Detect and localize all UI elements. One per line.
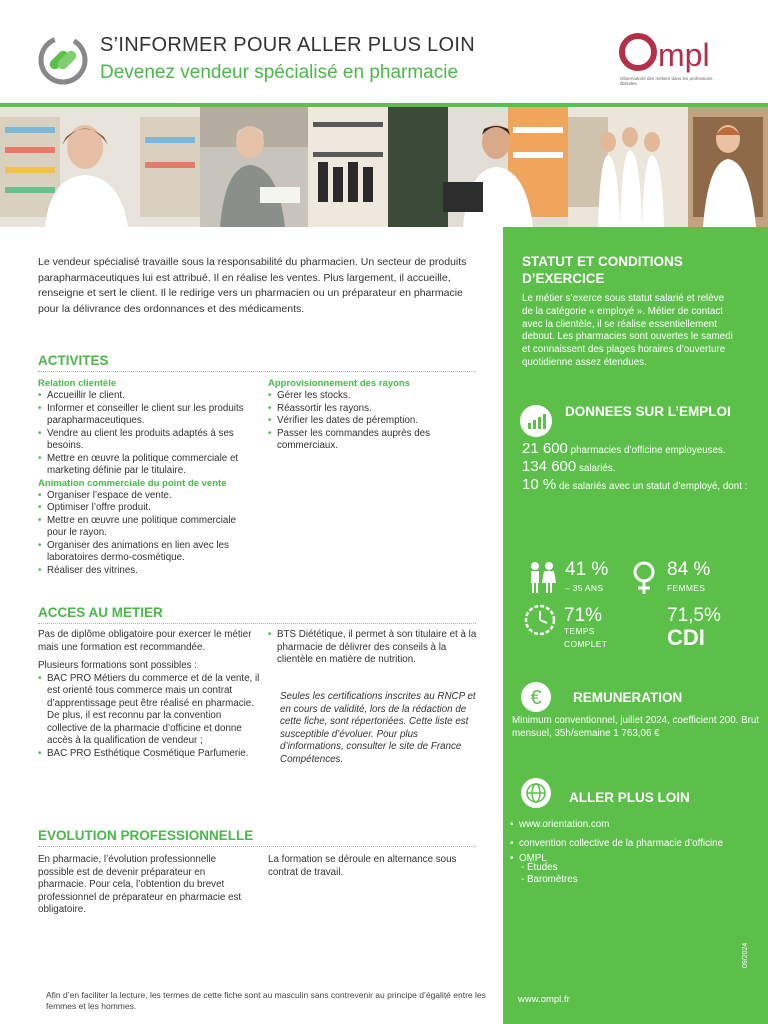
list-item: • Vérifier les dates de péremption. — [268, 415, 468, 428]
remuneration-text: Minimum conventionnel, juillet 2024, coefficient 200. Brut mensuel, 35h/semaine 1 763,06 € — [512, 715, 760, 739]
intro-paragraph: Le vendeur spécialisé travaille sous la responsabilité du pharmacien. Un secteur de produits parapharmaceutiques lui est attribué. Il en réalise les ventes. Plus largement, il accueille, renseigne et sert le client. Il le redirige vers un pharmacien ou un préparateur en pharmacie pour la délivrance des ordonnances et des médicaments. — [38, 256, 467, 315]
footer-disclaimer: Afin d’en faciliter la lecture, les termes de cette fiche sont au masculin sans contrevenir au principe d’égalité entre les femmes et les hommes. — [46, 990, 486, 1011]
link-convention[interactable]: • convention collective de la pharmacie d’officine — [510, 834, 765, 853]
list-item: • Passer les commandes auprès des commerciaux. — [268, 428, 468, 453]
kpi-women-label: FEMMES — [667, 583, 706, 593]
statut-text: Le métier s’exerce sous statut salarié et relève de la catégorie « employé ». Métier de contact avec la clientèle, il se réalise essentiellement debout. Les pharmacies sont ouvertes le samedi et connaissent des plages horaires d’ouverture quotidienne assez étendues. — [522, 293, 733, 368]
people-icon — [525, 560, 559, 594]
stat-label: pharmacies d’officine employeuses. — [570, 445, 726, 456]
list-item: • Réassortir les rayons. — [268, 403, 468, 416]
activites-left-column — [38, 378, 258, 577]
euro-icon — [520, 681, 552, 713]
stat-number: 10 % — [522, 476, 557, 493]
list-item: • Organiser l’espace de vente. — [38, 490, 258, 503]
stat-number: 21 600 — [522, 440, 568, 457]
list-item: • Vendre au client les produits adaptés à ses besoins. — [38, 428, 258, 453]
page-title: S’INFORMER POUR ALLER PLUS LOIN — [100, 34, 475, 56]
photo-banner — [0, 103, 768, 227]
stat-number: 134 600 — [522, 458, 577, 475]
kpi-fulltime-value: 71% — [564, 605, 603, 626]
link-ompl[interactable]: • OMPL — [510, 853, 765, 865]
remuneration-title: REMUNERATION — [573, 690, 683, 705]
ompl-tagline: Observatoire des métiers dans les professions libérales — [620, 76, 713, 86]
sublink-barometres[interactable]: - Baromètres — [521, 874, 578, 885]
list-item: • BAC PRO Esthétique Cosmétique Parfumerie. — [38, 748, 260, 761]
photo-customer-counter — [200, 107, 308, 227]
aller-plus-loin-title: ALLER PLUS LOIN — [569, 790, 690, 805]
stat-line — [522, 458, 762, 476]
sidebar — [503, 227, 768, 1024]
footer-website-link[interactable]: www.ompl.fr — [518, 994, 570, 1005]
stat-line — [522, 440, 762, 458]
section-divider — [38, 623, 476, 624]
chart-icon — [520, 405, 552, 437]
links-list — [510, 815, 765, 865]
group-title-relation: Relation clientèle — [38, 378, 117, 389]
stat-line — [522, 476, 762, 494]
photo-pharmacist-woman — [0, 107, 200, 227]
photo-team — [568, 107, 688, 227]
list-item: • Informer et conseiller le client sur les produits parapharmaceutiques. — [38, 403, 258, 428]
acces-intro: Pas de diplôme obligatoire pour exercer le métier mais une formation est recommandée. — [38, 629, 252, 653]
kpi-fulltime-label: TEMPS COMPLET — [564, 626, 608, 649]
list-item: • Optimiser l’offre produit. — [38, 502, 258, 515]
section-divider — [38, 371, 476, 372]
acces-left-column — [38, 629, 260, 760]
list-item: • Mettre en œuvre une politique commerciale pour le rayon. — [38, 515, 258, 540]
photo-shelves — [308, 107, 388, 227]
group-title-approvisionnement: Approvisionnement des rayons — [268, 378, 411, 389]
list-item: • BAC PRO Métiers du commerce et de la vente, il est orienté tous commerce mais un contrat d’apprentissage peut être réalisé en pharmacie. De plus, il est reconnu par la convention collective de la pharmacie d’officine et donne accès à la qualification de vendeur ; — [38, 673, 260, 748]
list-formations-right — [268, 629, 478, 667]
acces-right-column — [268, 629, 478, 667]
list-approvisionnement — [268, 390, 468, 453]
stat-label: de salariés avec un statut d’employé, dont : — [558, 481, 748, 492]
activites-right-column — [268, 378, 468, 453]
acces-formations-label: Plusieurs formations sont possibles : — [38, 660, 197, 671]
kpi-cdi-label: CDI — [667, 625, 705, 650]
page-header — [0, 0, 768, 100]
list-item: • Mettre en œuvre la politique commerciale et marketing définie par le titulaire. — [38, 453, 258, 478]
list-item: • BTS Diététique, il permet à son titulaire et à la pharmacie de délivrer des conseils à la clientèle en matière de nutrition. — [268, 629, 478, 667]
section-title-acces: ACCES AU METIER — [38, 605, 163, 620]
link-orientation[interactable]: • www.orientation.com — [510, 815, 765, 834]
female-icon — [631, 560, 657, 596]
globe-icon — [520, 777, 552, 809]
footer-date: 09/2024 — [742, 942, 749, 968]
list-item: • Accueillir le client. — [38, 390, 258, 403]
list-item: • Organiser des animations en lien avec les laboratoires dermo-cosmétique. — [38, 540, 258, 565]
donnees-title: DONNEES SUR L’EMPLOI — [565, 404, 731, 419]
section-title-evolution: EVOLUTION PROFESSIONNELLE — [38, 828, 254, 843]
svg-text:€: € — [530, 687, 542, 709]
group-title-animation: Animation commerciale du point de vente — [38, 477, 227, 489]
list-animation — [38, 490, 258, 578]
list-item: • Gérer les stocks. — [268, 390, 468, 403]
evolution-left-text: En pharmacie, l’évolution professionnelle possible est de devenir préparateur en pharmacie. Pour cela, l’obtention du brevet professionnel de préparateur en pharmacie est obligatoire. — [38, 854, 242, 915]
acces-note: Seules les certifications inscrites au RNCP et en cours de validité, lors de la rédaction de cette fiche, sont répertoriées. Cette liste est susceptible d’évoluer. Pour plus d’informations, consulter le site de France Compétences. — [280, 691, 476, 765]
kpi-age-value: 41 % — [565, 559, 609, 580]
kpi-women-value: 84 % — [667, 559, 711, 580]
photo-pharmacist-man — [388, 107, 568, 227]
section-divider — [38, 846, 476, 847]
section-title-activites: ACTIVITES — [38, 353, 109, 368]
stat-label: salariés. — [578, 463, 616, 474]
sublink-etudes[interactable]: - Études — [521, 862, 558, 873]
kpi-age-label: – 35 ANS — [565, 583, 604, 593]
statut-title: STATUT ET CONDITIONS D’EXERCICE — [522, 254, 683, 286]
list-formations — [38, 673, 260, 761]
page-subtitle: Devenez vendeur spécialisé en pharmacie — [100, 62, 459, 83]
clock-icon — [523, 603, 557, 637]
list-item: • Réaliser des vitrines. — [38, 565, 258, 578]
list-relation — [38, 390, 258, 478]
photo-drawer — [688, 107, 768, 227]
evolution-right-text: La formation se déroule en alternance sous contrat de travail. — [268, 854, 457, 878]
svg-text:mpl: mpl — [658, 37, 710, 73]
kpi-cdi-value: 71,5% — [667, 605, 721, 626]
pill-logo-icon — [38, 35, 88, 85]
